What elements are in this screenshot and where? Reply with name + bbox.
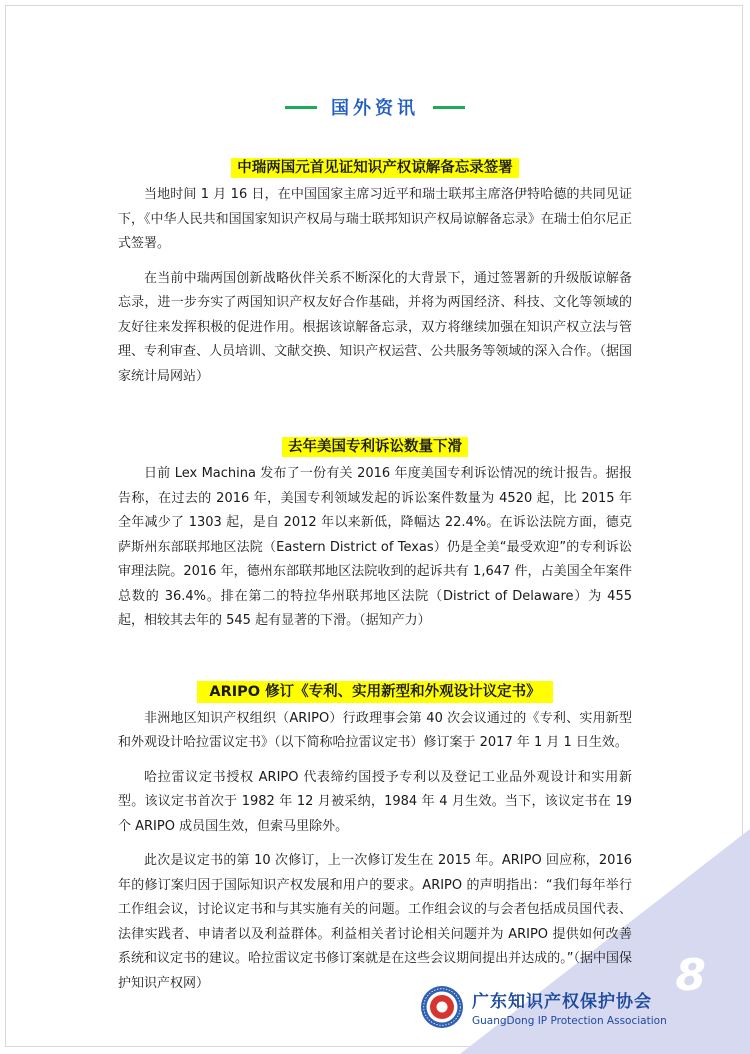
article-1 (118, 156, 632, 389)
footer-branding (420, 985, 667, 1029)
page-number: 8 (675, 950, 706, 1001)
footer-text (472, 987, 667, 1027)
article-paragraph: 此次是议定书的第 10 次修订，上一次修订发生在 2015 年。ARIPO 回应称，2016 年的修订案归因于国际知识产权发展和用户的要求。ARIPO 的声明指出：“我们每年举行工作组会议，讨论议定书和与其实施有关的问题。工作组会议的与会者包括成员国代表、法律实践者、申请者以及利益群体。利益相关者讨论相关问题并为 ARIPO 提供如何改善系统和议定书的建议。哈拉雷议定书修订案就是在这些会议期间提出并达成的。”（据中国保护知识产权网） (118, 853, 632, 991)
org-name-en: GuangDong IP Protection Association (472, 1015, 667, 1027)
article-paragraph: 在当前中瑞两国创新战略伙伴关系不断深化的大背景下，通过签署新的升级版谅解备忘录，进一步夯实了两国知识产权友好合作基础，并将为两国经济、科技、文化等领域的友好往来发挥积极的促进作用。根据该谅解备忘录，双方将继续加强在知识产权立法与管理、专利审查、人员培训、文献交换、知识产权运营、公共服务等领域的深入合作。（据国家统计局网站） (118, 270, 632, 384)
article-title: 去年美国专利诉讼数量下滑 (118, 435, 632, 456)
article-title: ARIPO 修订《专利、实用新型和外观设计议定书》 (118, 680, 632, 701)
article-title: 中瑞两国元首见证知识产权谅解备忘录签署 (118, 156, 632, 177)
section-header (0, 94, 750, 120)
section-title: 国外资讯 (331, 98, 419, 119)
article-3 (118, 680, 632, 997)
article-paragraph: 当地时间 1 月 16 日，在中国国家主席习近平和瑞士联邦主席洛伊特哈德的共同见证下，《中华人民共和国国家知识产权局与瑞士联邦知识产权局谅解备忘录》在瑞士伯尔尼正式签署。 (118, 187, 632, 251)
association-seal-icon (420, 985, 464, 1029)
header-bar-right (433, 106, 465, 109)
header-bar-left (285, 106, 317, 109)
article-list (118, 156, 632, 1006)
org-name-cn: 广东知识产权保护协会 (472, 992, 652, 1012)
article-paragraph: 非洲地区知识产权组织（ARIPO）行政理事会第 40 次会议通过的《专利、实用新型和外观设计哈拉雷议定书》（以下简称哈拉雷议定书）修订案于 2017 年 1 月 1 日生效。 (118, 710, 632, 750)
article-paragraph: 哈拉雷议定书授权 ARIPO 代表缔约国授予专利以及登记工业品外观设计和实用新型。该议定书首次于 1982 年 12 月被采纳，1984 年 4 月生效。当下，该议定书在 19 个 ARIPO 成员国生效，但索马里除外。 (118, 769, 632, 834)
article-2 (118, 435, 632, 634)
article-paragraph: 日前 Lex Machina 发布了一份有关 2016 年度美国专利诉讼情况的统计报告。据报告称，在过去的 2016 年，美国专利领域发起的诉讼案件数量为 4520 起，比 2015 年全年减少了 1303 起，是自 2012 年以来新低，降幅达 22.4%。在诉讼法院方面，德克萨斯州东部联邦地区法院（Eastern District of Texas）仍是全美“最受欢迎”的专利诉讼审理法院。2016 年，德州东部联邦地区法院收到的起诉共有 1,647 件，占美国全年案件总数的 36.4%。排在第二的特拉华州联邦地区法院（District of Delaware）为 455 起，相较其去年的 545 起有显著的下滑。（据知产力） (118, 466, 632, 628)
